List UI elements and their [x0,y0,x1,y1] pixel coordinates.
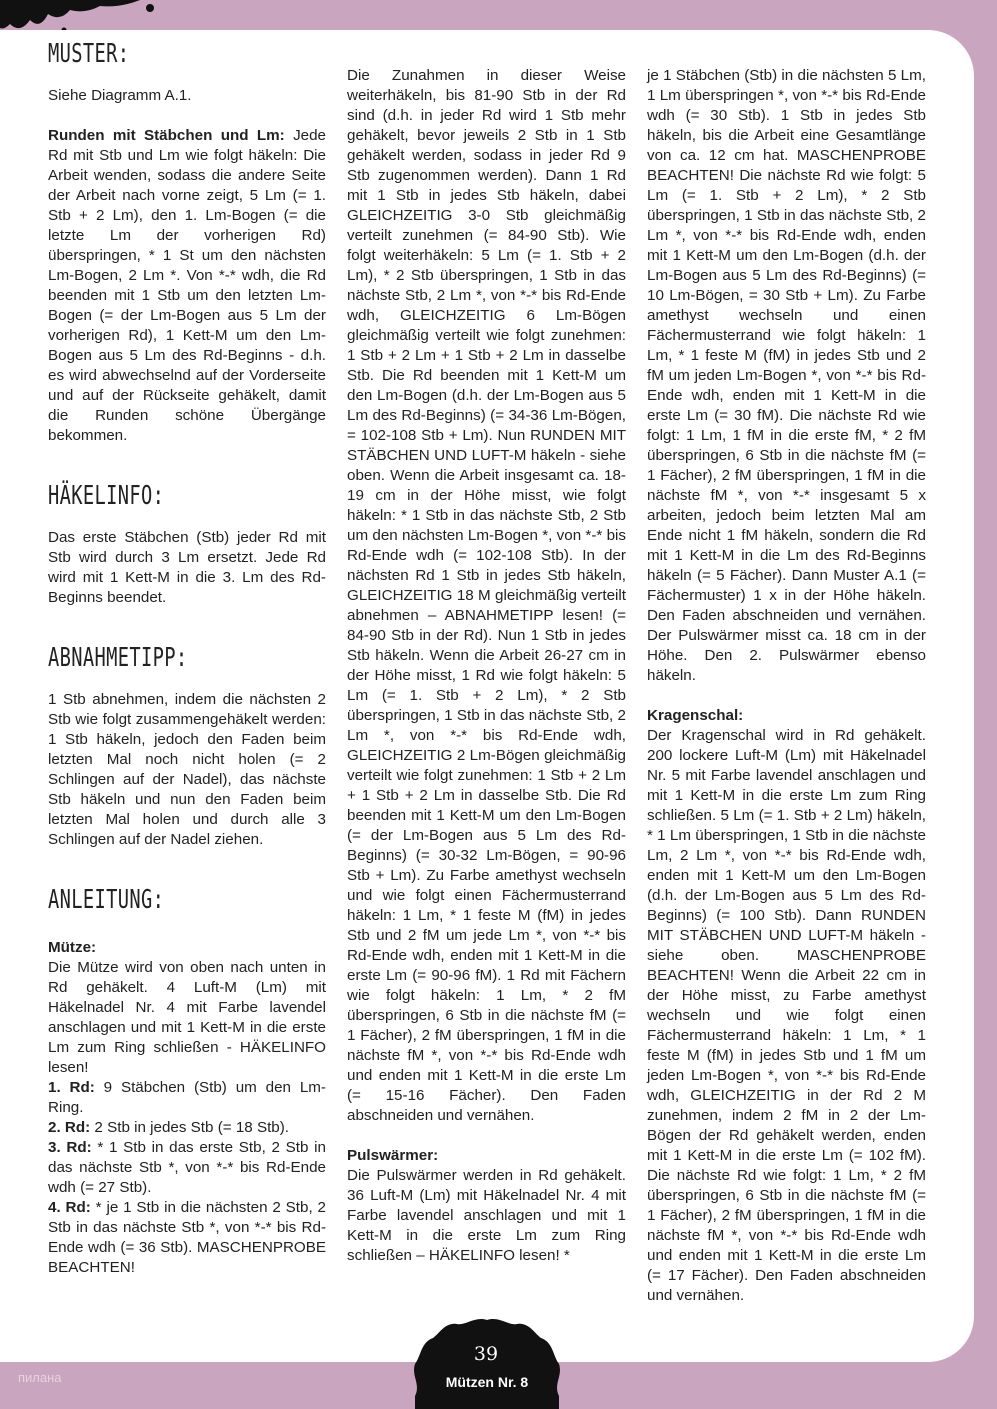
round-2 [48,1118,326,1138]
round-2-label: 2. Rd: [48,1119,91,1136]
column-left [48,36,326,1278]
pulswaermer-continued-text: je 1 Stäbchen (Stb) in die nächsten 5 Lm, 1 Lm überspringen *, von *-* bis Rd-Ende wdh (= 30 Stb). 1 Stb in jedes Stb häkeln, bis die Arbeit eine Gesamtlänge von ca. 12 cm hat. MASCHENPROBE BEACHTEN! Die nächste Rd wie folgt: 5 Lm (= 1. Stb + 2 Lm), * 2 Stb überspringen, 1 Stb in das nächste Stb, 2 Lm *, von *-* bis Rd-Ende wdh, enden mit 1 Kett-M um den Lm-Bogen (d.h. der Lm-Bogen aus 5 Lm des Rd-Beginns) (= 10 Lm-Bögen, = 30 Stb + Lm). Zu Farbe amethyst wechseln und einen Fächermusterrand wie folgt häkeln: 1 Lm, * 1 feste M (fM) in jedes Stb und 2 fM um jeden Lm-Bogen *, von *-* bis Rd-Ende wdh, enden mit 1 Kett-M in die erste Lm (= 30 fM). Die nächste Rd wie folgt: 1 Lm, 1 fM in die erste fM, * 2 fM überspringen, 6 Stb in die nächste fM (= 1 Fächer), 2 fM überspringen, 1 fM in die nächste fM *, von *-* insgesamt 5 x arbeiten, jedoch beim letzten Mal am Ende nicht 1 fM häkeln, sondern die Rd mit 1 Kett-M in die Lm des Rd-Beginns häkeln (= 5 Fächer). Dann Muster A.1 (= Fächermuster) 1 x in der Höhe häkeln. Den Faden abschneiden und vernähen. Der Pulswärmer misst ca. 18 cm in der Höhe. Den 2. Pulswärmer ebenso häkeln. [647,67,926,684]
round-3-text: * 1 Stb in das erste Stb, 2 Stb in das nächste Stb *, von *-* bis Rd-Ende wdh (= 27 Stb). [48,1139,326,1196]
heading-muster: MUSTER: [48,39,130,69]
magazine-title: Mützen Nr. 8 [445,1374,529,1390]
round-1-text: 9 Stäbchen (Stb) um den Lm-Ring. [48,1079,326,1116]
round-3-label: 3. Rd: [48,1139,92,1156]
heading-haekelinfo: HÄKELINFO: [48,481,165,511]
heading-anleitung: ANLEITUNG: [48,885,165,915]
abnahmetipp-text: 1 Stb abnehmen, indem die nächsten 2 Stb wie folgt zusammengehäkelt werden: 1 Stb häkeln, jedoch den Faden beim letzten Mal noch nicht holen (= 2 Schlingen auf der Nadel), das nächste Stb häkeln und nun den Faden beim letzten Mal holen und durch alle 3 Schlingen auf der Nadel ziehen. [48,691,326,848]
muster-text: Siehe Diagramm A.1. [48,87,192,104]
kragenschal-label: Kragenschal: [647,707,744,724]
pulswaermer-text: Die Pulswärmer werden in Rd gehäkelt. 36 Luft-M (Lm) mit Häkelnadel Nr. 4 mit Farbe lavendel anschlagen und mit 1 Kett-M in die erste Lm zum Ring schließen – HÄKELINFO lesen! * [347,1167,626,1264]
round-4 [48,1198,326,1278]
runden-label: Runden mit Stäbchen und Lm: [48,127,285,144]
round-1 [48,1078,326,1118]
round-1-label: 1. Rd: [48,1079,95,1096]
heading-abnahmetipp: ABNAHMETIPP: [48,643,188,673]
round-3 [48,1138,326,1198]
watermark-text: пилана [18,1370,62,1385]
round-4-text: * je 1 Stb in die nächsten 2 Stb, 2 Stb in das nächste Stb *, von *-* bis Rd-Ende wdh (= 36 Stb). MASCHENPROBE BEACHTEN! [48,1199,326,1276]
page-number: 39 [473,1343,499,1365]
round-4-label: 4. Rd: [48,1199,91,1216]
round-2-text: 2 Stb in jedes Stb (= 18 Stb). [90,1119,290,1136]
kragenschal-text: Der Kragenschal wird in Rd gehäkelt. 200 lockere Luft-M (Lm) mit Häkelnadel Nr. 5 mit Farbe lavendel anschlagen und mit 1 Kett-M in die erste Lm zum Ring schließen. 5 Lm (= 1. Stb + 2 Lm) häkeln, * 1 Lm überspringen, 1 Stb in die nächste Lm, 2 Lm *, von *-* bis Rd-Ende wdh, enden mit 1 Kett-M um den Lm-Bogen (d.h. der Lm-Bogen aus 5 Lm des Rd-Beginns) (= 100 Stb). Dann RUNDEN MIT STÄBCHEN UND LUFT-M häkeln - siehe oben. MASCHENPROBE BEACHTEN! Wenn die Arbeit 22 cm in der Höhe misst, zu Farbe amethyst wechseln und wie folgt einen Fächermusterrand häkeln: 1 Lm, * 1 feste M (fM) in jedes Stb und 1 fM um jeden Lm-Bogen *, von *-* bis Rd-Ende wdh, GLEICHZEITIG in der Rd 2 M zunehmen, indem 2 fM in 2 der Lm-Bögen der Rd gehäkelt werden, enden mit 1 Kett-M in die erste Lm (= 102 fM). Die nächste Rd wie folgt: 1 Lm, * 2 fM überspringen, 6 Stb in die nächste fM (= 1 Fächer), 2 fM überspringen, 1 fM in die nächste fM *, von *-* bis Rd-Ende wdh und enden mit 1 Kett-M in die erste Lm (= 17 Fächer). Den Faden abschneiden und vernähen. [647,727,926,1304]
pulswaermer-label: Pulswärmer: [347,1147,439,1164]
muetze-text: Die Mütze wird von oben nach unten in Rd gehäkelt. 4 Luft-M (Lm) mit Häkelnadel Nr. 4 mit Farbe lavendel anschlagen und mit 1 Kett-M in die erste Lm zum Ring schließen - HÄKELINFO lesen! [48,959,326,1076]
haekelinfo-text: Das erste Stäbchen (Stb) jeder Rd mit Stb wird durch 3 Lm ersetzt. Jede Rd wird mit 1 Kett-M in die 3. Lm des Rd-Beginns beendet. [48,529,326,606]
column-middle [347,66,626,1266]
muetze-continued-text: Die Zunahmen in dieser Weise weiterhäkeln, bis 81-90 Stb in der Rd sind (d.h. in jeder Rd wird 1 Stb mehr gehäkelt, bevor jeweils 2 Stb in 1 Stb gehäkelt werden, sodass in jeder Rd 9 Stb zugenommen werden). Dann 1 Rd mit 1 Stb in jedes Stb häkeln, dabei GLEICHZEITIG 3-0 Stb gleichmäßig verteilt zunehmen (= 84-90 Stb). Wie folgt weiterhäkeln: 5 Lm (= 1. Stb + 2 Lm), * 2 Stb überspringen, 1 Stb in das nächste Stb, 2 Lm *, von *-* bis Rd-Ende wdh, GLEICHZEITIG 6 Lm-Bögen gleichmäßig verteilt wie folgt zunehmen: 1 Stb + 2 Lm + 1 Stb + 2 Lm in dasselbe Stb. Die Rd beenden mit 1 Kett-M um den Lm-Bogen (d.h. der Lm-Bogen aus 5 Lm des Rd-Beginns) (= 34-36 Lm-Bögen, = 102-108 Stb + Lm). Nun RUNDEN MIT STÄBCHEN UND LUFT-M häkeln - siehe oben. Wenn die Arbeit insgesamt ca. 18-19 cm in der Höhe misst, wie folgt häkeln: * 1 Stb in das nächste Stb, 2 Stb um den nächsten Lm-Bogen *, von *-* bis Rd-Ende wdh (= 102-108 Stb). In der nächsten Rd 1 Stb in jedes Stb häkeln, GLEICHZEITIG 18 M gleichmäßig verteilt abnehmen – ABNAHMETIPP lesen! (= 84-90 Stb in der Rd). Nun 1 Stb in jedes Stb häkeln. Wenn die Arbeit 26-27 cm in der Höhe misst, 1 Rd wie folgt häkeln: 5 Lm (= 1. Stb + 2 Lm), * 2 Stb überspringen, 1 Stb in das nächste Stb, 2 Lm *, von *-* bis Rd-Ende wdh, GLEICHZEITIG 2 Lm-Bögen gleichmäßig verteilt wie folgt zunehmen: 1 Stb + 2 Lm + 1 Stb + 2 Lm in dasselbe Stb. Die Rd beenden mit 1 Kett-M um den Lm-Bogen (= der Lm-Bogen aus 5 Lm des Rd-Beginns) (= 30-32 Lm-Bögen, = 90-96 Stb + Lm). Zu Farbe amethyst wechseln und wie folgt einen Fächermusterrand häkeln: 1 Lm, * 1 feste M (fM) in jedes Stb und 2 fM um jede Lm *, von *-* bis Rd-Ende wdh, enden mit 1 Kett-M in die erste Lm (= 90-96 fM). 1 Rd mit Fächern wie folgt häkeln: 1 Lm, * 2 fM überspringen, 6 Stb in die nächste fM (= 1 Fächer), 2 fM überspringen, 1 fM in die nächste fM *, von *-* bis Rd-Ende wdh und enden mit 1 Kett-M in die erste Lm (= 15-16 Fächer). Den Faden abschneiden und vernähen. [347,67,626,1124]
runden-paragraph [48,126,326,446]
muetze-label: Mütze: [48,939,97,956]
column-right [647,66,926,1306]
runden-text: Jede Rd mit Stb und Lm wie folgt häkeln: Die Arbeit wenden, sodass die andere Seite der Arbeit nach vorne zeigt, 5 Lm (= 1. Stb + 2 Lm), den 1. Lm-Bogen (= die letzte Lm der vorherigen Rd) überspringen, * 1 St um den nächsten Lm-Bogen, 2 Lm *. Von *-* wdh, die Rd beenden mit 1 Stb um den letzten Lm-Bogen (= der Lm-Bogen aus 5 Lm der vorherigen Rd), 1 Kett-M um den Lm-Bogen aus 5 Lm des Rd-Beginns - d.h. es wird abwechselnd auf der Vorderseite und auf der Rückseite gehäkelt, damit die Runden schöne Übergänge bekommen. [48,127,326,444]
